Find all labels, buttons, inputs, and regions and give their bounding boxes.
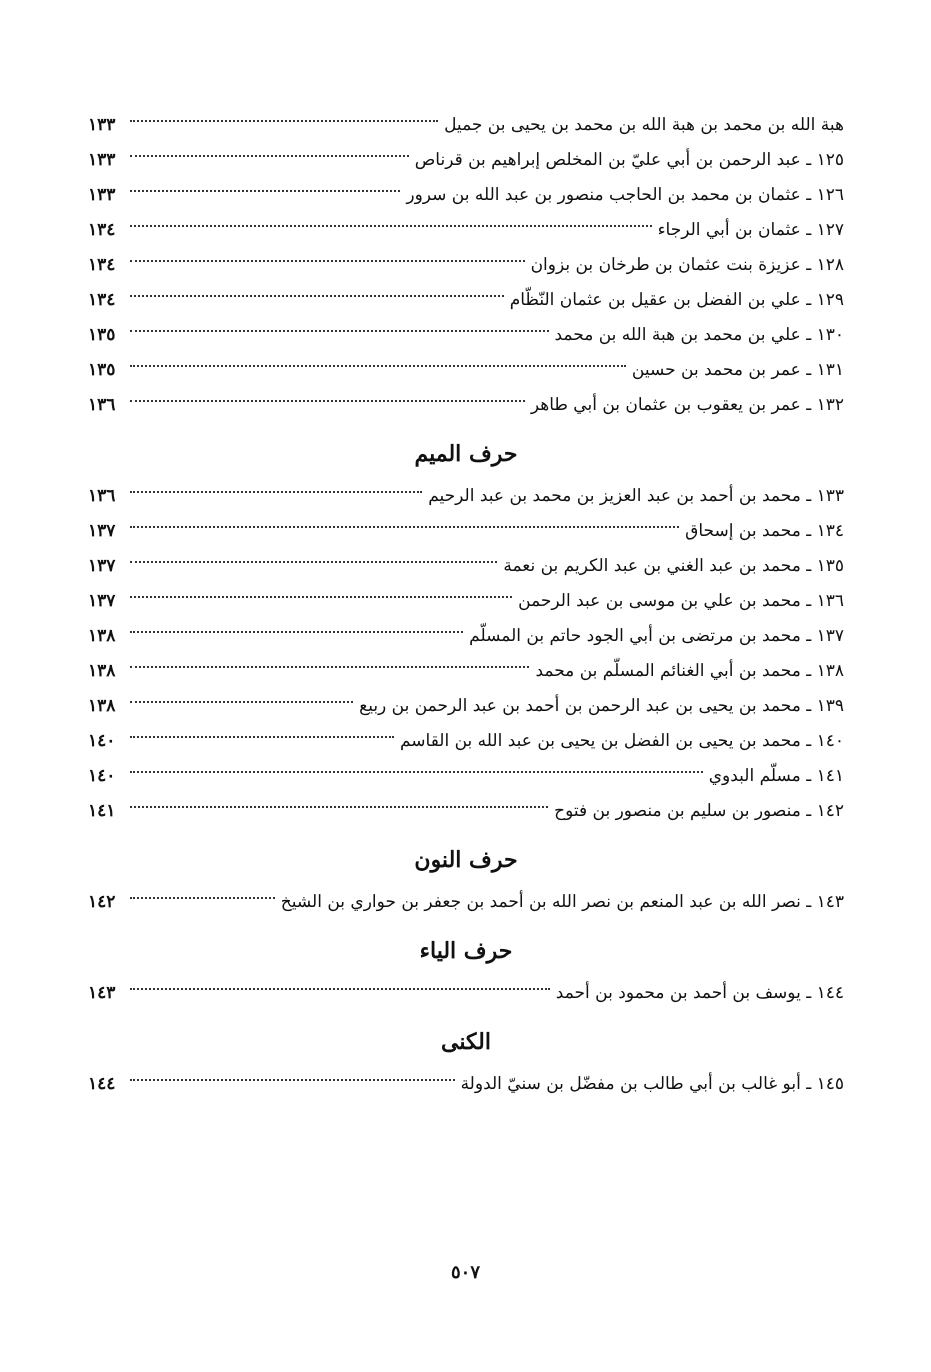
entry-page-number: ١٤١ bbox=[88, 801, 116, 821]
toc-entry bbox=[88, 479, 844, 514]
toc-entry bbox=[88, 353, 844, 388]
dot-leader bbox=[130, 897, 275, 899]
dot-leader bbox=[130, 988, 550, 990]
entry-page-number: ١٤٠ bbox=[88, 731, 116, 751]
entry-title: ١٢٥ ـ عبد الرحمن بن أبي عليّ بن المخلص إبراهيم بن قرناص bbox=[414, 150, 844, 170]
entry-title: ١٣٦ ـ محمد بن علي بن موسى بن عبد الرحمن bbox=[518, 591, 844, 611]
entry-page-number: ١٣٤ bbox=[88, 255, 116, 275]
entry-page-number: ١٣٤ bbox=[88, 290, 116, 310]
toc-entry bbox=[88, 213, 844, 248]
dot-leader bbox=[130, 1079, 455, 1081]
section-heading: الكنى bbox=[441, 1029, 491, 1055]
dot-leader bbox=[130, 260, 525, 262]
toc-entry bbox=[88, 689, 844, 724]
toc-entry bbox=[88, 514, 844, 549]
toc-entry bbox=[88, 759, 844, 794]
table-of-contents bbox=[88, 108, 844, 1102]
entry-page-number: ١٣٥ bbox=[88, 325, 116, 345]
entry-title: ١٤٤ ـ يوسف بن أحمد بن محمود بن أحمد bbox=[555, 983, 844, 1003]
entry-page-number: ١٣٣ bbox=[88, 115, 116, 135]
toc-entry bbox=[88, 654, 844, 689]
entry-title: ١٤١ ـ مسلّم البدوي bbox=[708, 766, 844, 786]
entry-title: ١٣٥ ـ محمد بن عبد الغني بن عبد الكريم بن نعمة bbox=[503, 556, 844, 576]
dot-leader bbox=[130, 526, 679, 528]
section-heading: حرف النون bbox=[414, 847, 518, 873]
dot-leader bbox=[130, 225, 652, 227]
toc-entry bbox=[88, 794, 844, 829]
dot-leader bbox=[130, 771, 703, 773]
page-number: ٥٠٧ bbox=[450, 1262, 480, 1283]
entry-title: ١٤٠ ـ محمد بن يحيى بن الفضل بن يحيى بن عبد الله بن القاسم bbox=[399, 731, 844, 751]
section-heading: حرف الميم bbox=[414, 441, 518, 467]
entry-title: ١٤٥ ـ أبو غالب بن أبي طالب بن مفضّل بن سنيّ الدولة bbox=[460, 1074, 844, 1094]
entry-title: ١٤٣ ـ نصر الله بن عبد المنعم بن نصر الله بن أحمد بن جعفر بن حواري بن الشيخ bbox=[280, 892, 844, 912]
dot-leader bbox=[130, 365, 626, 367]
toc-entry bbox=[88, 318, 844, 353]
entry-title: ١٢٧ ـ عثمان بن أبي الرجاء bbox=[657, 220, 844, 240]
toc-entry bbox=[88, 388, 844, 423]
entry-title: ١٣١ ـ عمر بن محمد بن حسين bbox=[631, 360, 844, 380]
entry-page-number: ١٤٠ bbox=[88, 766, 116, 786]
toc-entry bbox=[88, 1067, 844, 1102]
dot-leader bbox=[130, 736, 394, 738]
entry-page-number: ١٣٨ bbox=[88, 696, 116, 716]
entry-title: ١٣٩ ـ محمد بن يحيى بن عبد الرحمن بن أحمد بن عبد الرحمن بن ربيع bbox=[359, 696, 844, 716]
entry-title: ١٣٢ ـ عمر بن يعقوب بن عثمان بن أبي طاهر bbox=[530, 395, 844, 415]
dot-leader bbox=[130, 120, 438, 122]
entry-title: ١٣٣ ـ محمد بن أحمد بن عبد العزيز بن محمد بن عبد الرحيم bbox=[428, 486, 844, 506]
toc-entry bbox=[88, 976, 844, 1011]
entry-page-number: ١٣٦ bbox=[88, 395, 116, 415]
dot-leader bbox=[130, 295, 504, 297]
entry-page-number: ١٤٣ bbox=[88, 983, 116, 1003]
dot-leader bbox=[130, 596, 512, 598]
dot-leader bbox=[130, 330, 549, 332]
entry-title: ١٣٨ ـ محمد بن أبي الغنائم المسلّم بن محمد bbox=[535, 661, 844, 681]
entry-page-number: ١٤٢ bbox=[88, 892, 116, 912]
dot-leader bbox=[130, 631, 463, 633]
entry-page-number: ١٣٨ bbox=[88, 626, 116, 646]
toc-entry bbox=[88, 549, 844, 584]
dot-leader bbox=[130, 806, 548, 808]
dot-leader bbox=[130, 491, 422, 493]
section-continued bbox=[88, 108, 844, 423]
entry-page-number: ١٣٥ bbox=[88, 360, 116, 380]
toc-entry bbox=[88, 108, 844, 143]
entry-title: ١٣٠ ـ علي بن محمد بن هبة الله بن محمد bbox=[554, 325, 844, 345]
dot-leader bbox=[130, 190, 400, 192]
dot-leader bbox=[130, 400, 525, 402]
entry-title: ١٤٢ ـ منصور بن سليم بن منصور بن فتوح bbox=[554, 801, 844, 821]
entry-title: ١٢٨ ـ عزيزة بنت عثمان بن طرخان بن بزوان bbox=[530, 255, 844, 275]
dot-leader bbox=[130, 561, 497, 563]
dot-leader bbox=[130, 701, 353, 703]
entry-page-number: ١٣٣ bbox=[88, 150, 116, 170]
section-yaa bbox=[88, 936, 844, 1011]
entry-title: ١٣٤ ـ محمد بن إسحاق bbox=[685, 521, 844, 541]
section-noon bbox=[88, 845, 844, 920]
entry-title: ١٣٧ ـ محمد بن مرتضى بن أبي الجود حاتم بن المسلّم bbox=[469, 626, 844, 646]
entry-page-number: ١٣٤ bbox=[88, 220, 116, 240]
section-heading: حرف الياء bbox=[419, 938, 513, 964]
toc-entry bbox=[88, 283, 844, 318]
toc-entry bbox=[88, 143, 844, 178]
entry-page-number: ١٣٣ bbox=[88, 185, 116, 205]
toc-entry bbox=[88, 885, 844, 920]
entry-page-number: ١٣٧ bbox=[88, 521, 116, 541]
entry-page-number: ١٣٨ bbox=[88, 661, 116, 681]
entry-title: ١٢٩ ـ علي بن الفضل بن عقيل بن عثمان النّظّام bbox=[509, 290, 844, 310]
toc-entry bbox=[88, 619, 844, 654]
entry-page-number: ١٣٧ bbox=[88, 556, 116, 576]
dot-leader bbox=[130, 155, 409, 157]
entry-page-number: ١٣٧ bbox=[88, 591, 116, 611]
toc-entry bbox=[88, 584, 844, 619]
toc-entry bbox=[88, 724, 844, 759]
entry-title: ١٢٦ ـ عثمان بن محمد بن الحاجب منصور بن عبد الله بن سرور bbox=[406, 185, 844, 205]
dot-leader bbox=[130, 666, 529, 668]
section-meem bbox=[88, 439, 844, 829]
entry-page-number: ١٤٤ bbox=[88, 1074, 116, 1094]
section-kunya bbox=[88, 1027, 844, 1102]
toc-entry bbox=[88, 178, 844, 213]
toc-entry bbox=[88, 248, 844, 283]
entry-page-number: ١٣٦ bbox=[88, 486, 116, 506]
entry-title: هبة الله بن محمد بن هبة الله بن محمد بن يحيى بن جميل bbox=[444, 115, 844, 135]
